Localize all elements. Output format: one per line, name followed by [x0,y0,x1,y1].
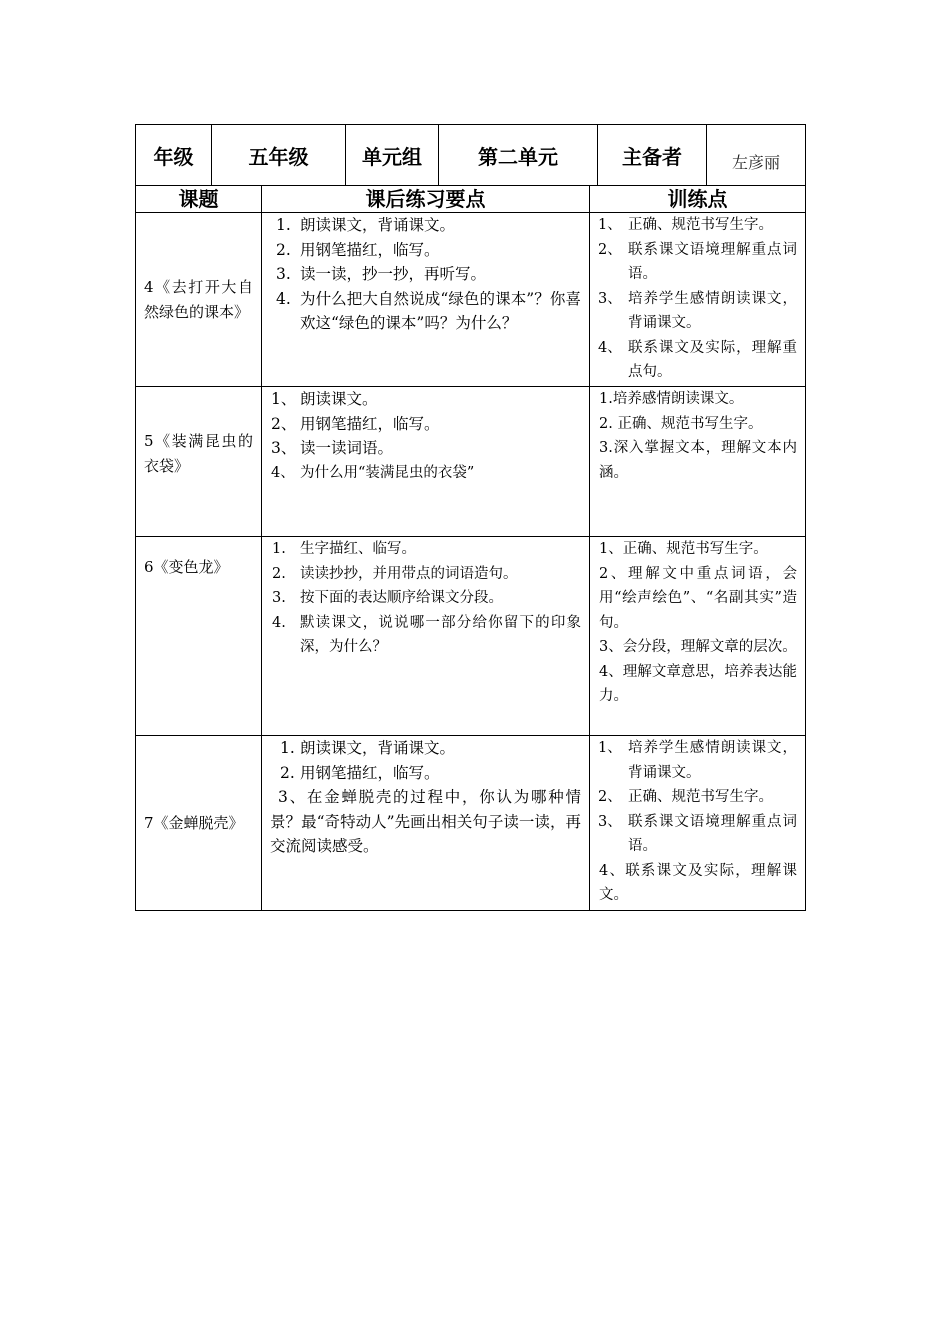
lesson-title: 4《去打开大自然绿色的课本》 [136,213,262,387]
training-item: 2、 联系课文语境理解重点词语。 [598,241,797,282]
exercise-item: 1. 朗读课文，背诵课文。 [280,739,456,757]
training-cell [590,213,806,387]
exercise-item: 1. 朗读课文，背诵课文。 [276,216,456,234]
unit-label: 单元组 [346,125,439,186]
exercise-item: 2. 用钢笔描红，临写。 [280,763,440,782]
column-header-training: 训练点 [590,186,806,213]
training-item: 4、联系课文及实际，理解课文。 [599,862,797,903]
exercise-item: 3. 按下面的表达顺序给课文分段。 [272,590,503,606]
lesson-title: 6《变色龙》 [136,537,262,736]
training-cell [590,537,806,736]
grade-label: 年级 [136,125,212,186]
exercise-paragraph: 3、在金蝉脱壳的过程中，你认为哪种情景？最“奇特动人”先画出相关句子读一读，再交流阅读感受。 [270,788,581,855]
training-cell [590,387,806,537]
training-item: 3、会分段，理解文章的层次。 [599,639,797,655]
training-item: 1、正确、规范书写生字。 [599,541,768,557]
column-header-title: 课题 [136,186,262,213]
exercise-item: 4、 为什么用“装满昆虫的衣袋” [271,464,475,481]
exercise-item: 2. 用钢笔描红，临写。 [276,240,440,259]
header-table [135,124,806,186]
exercise-item: 2. 读读抄抄，并用带点的词语造句。 [272,565,518,582]
training-item: 1、 正确、规范书写生字。 [598,217,773,233]
lesson-row [136,736,806,911]
training-item: 2、 正确、规范书写生字。 [598,789,773,805]
training-cell [590,736,806,911]
author-label: 主备者 [598,125,707,186]
training-item: 3、 联系课文语境理解重点词语。 [598,813,797,854]
lesson-row [136,537,806,736]
training-item: 2. 正确、规范书写生字。 [599,415,763,432]
grade-value: 五年级 [212,125,346,186]
lesson-title: 5《装满昆虫的衣袋》 [136,387,262,537]
lesson-table [135,185,806,911]
column-header-exercises: 课后练习要点 [262,186,590,213]
column-header-row [136,186,806,213]
lesson-row [136,213,806,387]
lesson-title: 7《金蝉脱壳》 [136,736,262,911]
exercise-cell [262,736,590,911]
lesson-row [136,387,806,537]
training-item: 3.深入掌握文本，理解文本内涵。 [599,440,797,481]
exercise-item: 3、 读一读词语。 [271,439,394,457]
training-item: 2、理解文中重点词语，会用“绘声绘色”、“名副其实”造句。 [599,565,797,631]
training-item: 4、 联系课文及实际，理解重点句。 [598,339,797,380]
training-item: 1、 培养学生感情朗读课文，背诵课文。 [598,740,797,781]
training-item: 4、理解文章意思，培养表达能力。 [599,663,798,704]
unit-value: 第二单元 [439,125,598,186]
author-value: 左彦丽 [707,125,806,186]
exercise-item: 1. 生字描红、临写。 [272,541,416,557]
exercise-item: 1、 朗读课文。 [271,390,378,408]
exercise-item: 4. 为什么把大自然说成“绿色的课本”？你喜欢这“绿色的课本”吗？为什么？ [276,289,581,332]
exercise-cell [262,213,590,387]
exercise-cell [262,537,590,736]
exercise-item: 3. 读一读，抄一抄，再听写。 [276,265,487,283]
training-item: 1.培养感情朗读课文。 [599,391,744,407]
exercise-item: 4. 默读课文，说说哪一部分给你留下的印象深，为什么？ [272,614,581,655]
exercise-item: 2、 用钢笔描红，临写。 [271,414,440,433]
exercise-cell [262,387,590,537]
training-item: 3、 培养学生感情朗读课文，背诵课文。 [598,290,797,331]
